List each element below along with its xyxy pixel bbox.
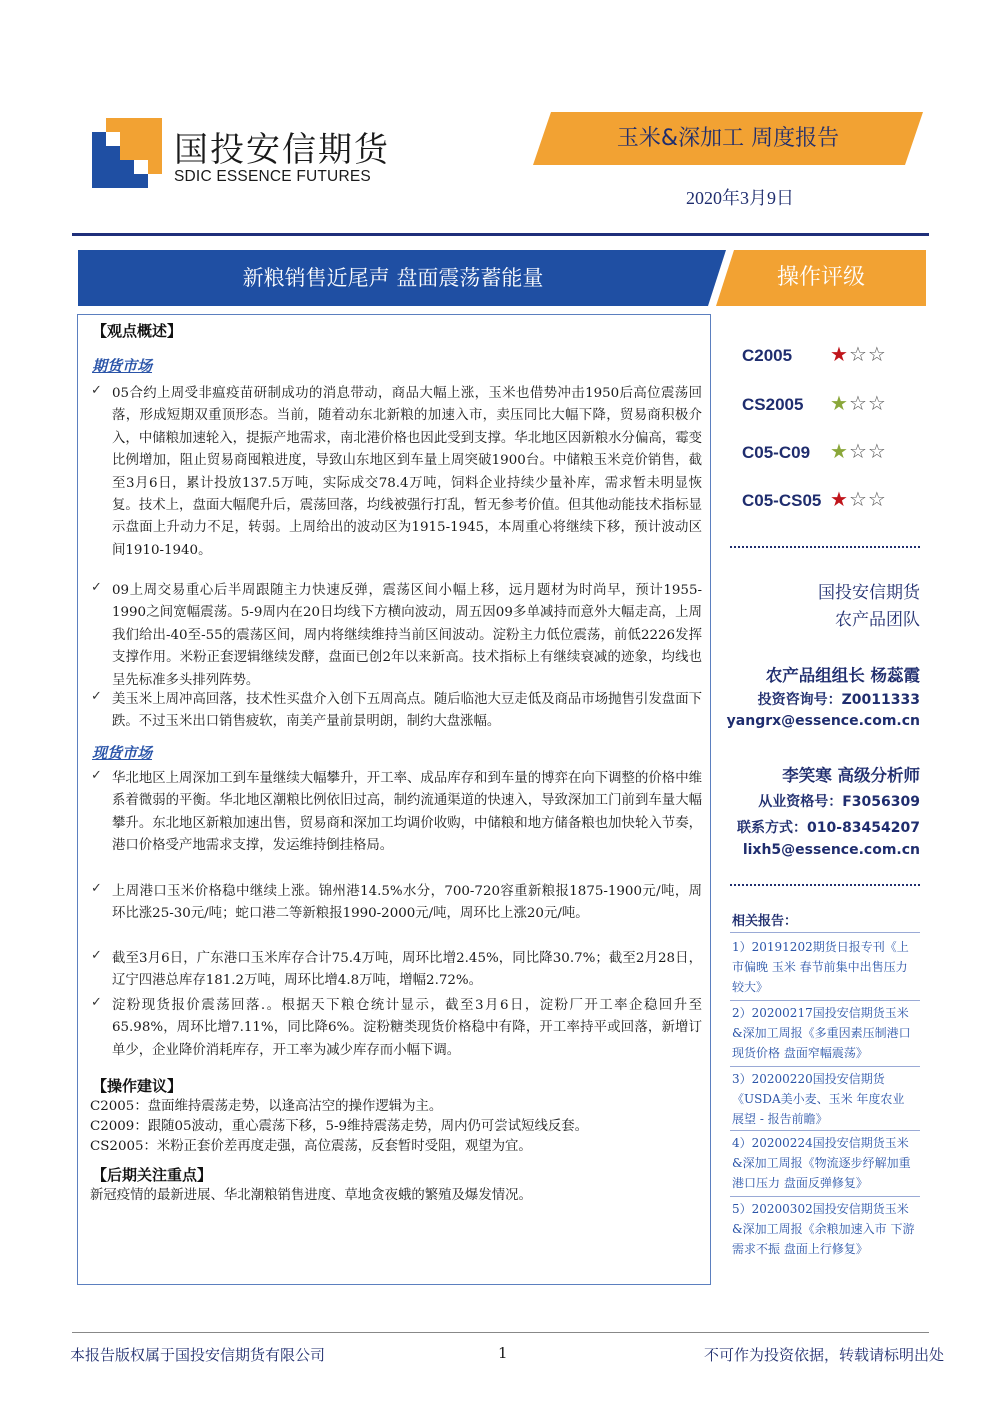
overview-title: 【观点概述】 — [92, 322, 183, 340]
related-reports-title: 相关报告： — [732, 914, 798, 929]
related-report-link[interactable]: 2）20200217国投安信期货玉米&深加工周报《多重因素压制港口现货价格 盘面窄幅震荡》 — [732, 1006, 911, 1060]
footer-disclaimer: 不可作为投资依据，转载请标明出处 — [703, 1346, 944, 1364]
check-icon: ✓ — [91, 383, 102, 398]
analyst-2-license: 从业资格号：F3056309 — [758, 794, 920, 810]
star-empty-icon: ☆☆ — [848, 342, 887, 366]
report-type: 玉米&深加工 周度报告 — [616, 126, 840, 151]
company-logo-en: SDIC ESSENCE FUTURES — [174, 168, 371, 185]
star-empty-icon: ☆☆ — [848, 487, 887, 511]
rating-stars — [830, 391, 887, 415]
spot-bullet: 上周港口玉米价格稳中继续上涨。锦州港14.5%水分，700-720容重新粮报1875-1900元/吨，周环比涨25-30元/吨；蛇口港二等新粮报1990-2000元/吨，周环比上涨20元/吨。 — [112, 884, 702, 922]
rating-code: CS2005 — [742, 395, 804, 414]
advice-line: C2005：盘面维持震荡走势，以逢高沽空的操作逻辑为主。 — [90, 1099, 443, 1114]
check-icon: ✓ — [91, 689, 102, 704]
advice-line: C2009：跟随05波动，重心震荡下移，5-9维持震荡走势，周内仍可尝试短线反套。 — [90, 1119, 589, 1134]
page-number: 1 — [498, 1344, 508, 1362]
footer-copyright: 本报告版权属于国投安信期货有限公司 — [70, 1346, 326, 1364]
spot-market-title: 现货市场 — [92, 744, 153, 762]
report-headline: 新粮销售近尾声 盘面震荡蓄能量 — [242, 266, 544, 290]
related-report-link[interactable]: 5）20200302国投安信期货玉米&深加工周报《余粮加速入市 下游需求不振 盘面上行修复》 — [732, 1202, 915, 1256]
focus-text: 新冠疫情的最新进展、华北潮粮销售进度、草地贪夜蛾的繁殖及爆发情况。 — [90, 1188, 532, 1203]
advice-line: CS2005：米粉正套价差再度走强，高位震荡，反套暂时受阻，观望为宜。 — [90, 1139, 532, 1154]
rating-stars — [830, 487, 887, 511]
star-filled-icon: ★ — [830, 487, 849, 511]
related-report-link[interactable]: 3）20200220国投安信期货《USDA美小麦、玉米 年度农业展望 - 报告前瞻》 — [732, 1072, 905, 1126]
company-logo-cn: 国投安信期货 — [174, 130, 390, 170]
team-line-2: 农产品团队 — [835, 610, 920, 630]
analyst-1-email[interactable]: yangrx@essence.com.cn — [726, 713, 920, 729]
star-filled-icon: ★ — [830, 391, 849, 415]
rating-stars — [830, 342, 887, 366]
analyst-2-email[interactable]: lixh5@essence.com.cn — [742, 842, 920, 858]
analyst-1-license: 投资咨询号：Z0011333 — [757, 692, 920, 708]
futures-market-title: 期货市场 — [92, 357, 153, 375]
check-icon: ✓ — [91, 768, 102, 783]
related-divider — [730, 1000, 920, 1001]
footer-divider — [72, 1332, 929, 1333]
spot-bullet: 华北地区上周深加工到车量继续大幅攀升，开工率、成品库存和到车量的博弈在向下调整的价格中维系着微弱的平衡。华北地区潮粮比例依旧过高，制约流通渠道的快速入，导致深加工门前到车量大幅攀升。东北地区新粮加速出售，贸易商和深加工均调价收购，中储粮和地方储备粮也加快轮入节奏，港口价格受产地需求支撑，发运维持倒挂格局。 — [112, 771, 702, 854]
team-line-1: 国投安信期货 — [818, 583, 920, 603]
dotted-divider — [730, 884, 920, 886]
rating-title: 操作评级 — [776, 265, 865, 290]
report-date: 2020年3月9日 — [686, 188, 794, 208]
star-empty-icon: ☆☆ — [848, 391, 887, 415]
spot-bullet: 淀粉现货报价震荡回落.。根据天下粮仓统计显示，截至3月6日，淀粉厂开工率企稳回升至65.98%，周环比增7.11%，同比降6%。淀粉糖类现货价格稳中有降，开工率持平或回落，新增订单少，企业降价消耗库存，开工率为减少库存而小幅下调。 — [112, 998, 702, 1058]
related-divider — [730, 1196, 920, 1197]
star-filled-icon: ★ — [830, 342, 849, 366]
related-report-link[interactable]: 1）20191202期货日报专刊《上市偏晚 玉米 春节前集中出售压力较大》 — [732, 940, 909, 994]
analyst-2-phone: 联系方式：010-83454207 — [737, 820, 920, 836]
related-divider — [730, 1066, 920, 1067]
related-divider — [730, 932, 920, 933]
focus-title: 【后期关注重点】 — [92, 1166, 213, 1184]
star-filled-icon: ★ — [830, 439, 849, 463]
related-divider — [730, 1130, 920, 1131]
rating-code: C05-C09 — [742, 443, 811, 462]
header-divider — [72, 233, 929, 236]
company-logo-mark — [92, 118, 162, 188]
analyst-2-name: 李笑寒 高级分析师 — [782, 766, 920, 785]
dotted-divider — [730, 546, 920, 548]
check-icon: ✓ — [91, 881, 102, 896]
rating-code: C05-CS05 — [742, 491, 822, 510]
futures-bullet: 09上周交易重心后半周跟随主力快速反弹，震荡区间小幅上移，远月题材为时尚早，预计1955-1990之间宽幅震荡。5-9周内在20日均线下方横向波动，周五因09多单减持而意外大幅走高，上周我们给出-40至-55的震荡区间，周内将继续维持当前区间波动。淀粉主力低位震荡，前低2226发挥支撑作用。米粉正套逻辑继续发酵，盘面已创2年以来新高。技术指标上有继续衰减的迹象，均线也呈先标准多头排列阵势。 — [112, 583, 702, 688]
rating-code: C2005 — [742, 346, 793, 365]
rating-stars — [830, 439, 887, 463]
advice-title: 【操作建议】 — [92, 1077, 183, 1095]
check-icon: ✓ — [91, 580, 102, 595]
futures-bullet: 美玉米上周冲高回落，技术性买盘介入创下五周高点。随后临池大豆走低及商品市场抛售引发盘面下跌。不过玉米出口销售疲软，南美产量前景明朗，制约大盘涨幅。 — [112, 692, 702, 730]
futures-bullet: 05合约上周受非瘟疫苗研制成功的消息带动，商品大幅上涨，玉米也借势冲击1950后高位震荡回落，形成短期双重顶形态。当前，随着动东北新粮的加速入市，卖压同比大幅下降，贸易商积极介入，中储粮加速轮入，提振产地需求，南北港价格也因此受到支撑。华北地区因新粮水分偏高，霉变比例增加，阻止贸易商囤粮进度，导致山东地区到车量上周突破1900台。中储粮玉米竞价销售，截至3月6日，累计投放137.5万吨，实际成交78.4万吨，饲料企业持续少量补库，需求暂未明显恢复。技术上，盘面大幅爬升后，震荡回落，均线被强行打乱，暂无参考价值。但其他动能技术指标显示盘面上升动力不足，转弱。上周给出的波动区为1915-1945，本周重心将继续下移，预计波动区间1910-1940。 — [112, 386, 702, 558]
spot-bullet: 截至3月6日，广东港口玉米库存合计75.4万吨，周环比增2.45%，同比降30.7%；截至2月28日，辽宁四港总库存181.2万吨，周环比增4.8万吨，增幅2.72%。 — [112, 951, 702, 989]
star-empty-icon: ☆☆ — [848, 439, 887, 463]
check-icon: ✓ — [91, 995, 102, 1010]
check-icon: ✓ — [91, 948, 102, 963]
analyst-1-name: 农产品组组长 杨蕊霞 — [765, 666, 920, 685]
related-report-link[interactable]: 4）20200224国投安信期货玉米&深加工周报《物流逐步纾解加重港口压力 盘面反弹修复》 — [732, 1136, 911, 1190]
